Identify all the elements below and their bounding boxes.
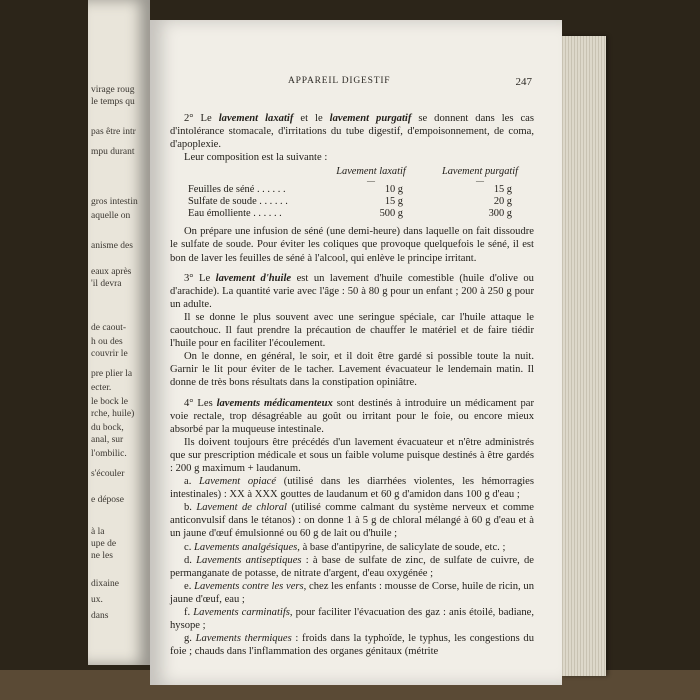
left-page-fragment: h ou des <box>91 337 123 347</box>
left-page-fragment: 'il devra <box>91 279 122 289</box>
left-page-fragment: l'ombilic. <box>91 449 127 459</box>
left-page-fragment: anal, sur <box>91 435 124 445</box>
left-facing-page <box>88 0 150 665</box>
term-lavement-huile: lavement d'huile <box>215 272 292 284</box>
left-page-fragment: pas être intr <box>91 127 136 137</box>
paragraph-seringue: Il se donne le plus souvent avec une seringue spéciale, car l'huile attaque le caoutchouc. Il faut prendre la précaution de chauffer le matériel et de faire tiédir l'huile pour en faciliter l'écoulement. <box>170 311 534 350</box>
left-page-fragment: ux. <box>91 595 103 605</box>
left-page-fragment: s'écouler <box>91 469 125 479</box>
running-head: APPAREIL DIGESTIF <box>288 76 391 86</box>
col-header-purgatif: Lavement purgatif <box>441 166 519 178</box>
left-page-fragment: eaux après <box>91 267 132 277</box>
paragraph-preparation: On prépare une infusion de séné (une demi-heure) dans laquelle on fait dissoudre le sulfate de soude. Pour éviter les coliques que provoque quelquefois le séné, il est bon de laver les feuilles de séné à l'alcool, qui enlève le principe irritant. <box>170 226 534 264</box>
paragraph-composition: Leur composition est la suivante : <box>184 152 328 164</box>
list-item: e. Lavements contre les vers, chez les enfants : mousse de Corse, huile de ricin, un jaune d'œuf, eau ; <box>170 580 535 605</box>
list-item: a. Lavement opiacé (utilisé dans les diarrhées violentes, les hémorragies intestinales) : XX à XXX gouttes de laudanum et 60 g d'amidon dans 100 g d'eau ; <box>170 476 535 501</box>
term-lavement-purgatif: lavement purgatif <box>329 113 412 124</box>
left-page-fragment: virage roug <box>91 85 135 95</box>
left-page-fragment: ne les <box>91 551 113 561</box>
left-page-fragment: ecter. <box>91 383 112 393</box>
paragraph-huile: 3° Le lavement d'huile est un lavement d'huile comestible (huile d'olive ou d'arachide). La quantité varie avec l'âge : 50 à 80 g pour un enfant ; 200 à 250 g pour un adulte. <box>170 272 534 310</box>
left-page-fragment: upe de <box>91 539 117 549</box>
term-lavement-laxatif: lavement laxatif <box>218 113 294 124</box>
table-row: Eau émolliente . . . . . . 500 g 300 g <box>188 208 512 220</box>
page-number: 247 <box>515 76 532 88</box>
left-page-fragment: gros intestin <box>91 197 138 207</box>
col-header-laxatif: Lavement laxatif <box>336 166 406 178</box>
left-page-fragment: du bock, <box>91 423 124 433</box>
table-dash-row: — — <box>367 176 484 186</box>
left-page-fragment: le temps qu <box>91 97 135 107</box>
list-item: d. Lavements antiseptiques : à base de sulfate de zinc, de sulfate de cuivre, de permanganate de potasse, de nitrate d'argent, d'eau oxygénée ; <box>170 554 534 579</box>
list-item: f. Lavements carminatifs, pour faciliter l'évacuation des gaz : anis étoilé, badiane, hysope ; <box>170 607 535 632</box>
left-page-fragment: mpu durant <box>91 147 135 157</box>
left-page-fragment: à la <box>91 527 105 537</box>
left-page-fragment: couvrir le <box>91 349 128 359</box>
left-page-fragment: de caout- <box>91 323 127 333</box>
paragraph-precedes: Ils doivent toujours être précédés d'un lavement évacuateur et n'être administrés que sur prescription médicale et sous un faible volume puisque destinés à être gardés : 200 g maximum + laudanum. <box>170 436 534 474</box>
left-page-fragment: aquelle on <box>91 211 131 221</box>
right-page <box>150 20 562 685</box>
term-lavements-medicamenteux: lavements médicamenteux <box>216 397 333 409</box>
left-page-fragment: anisme des <box>91 241 133 251</box>
list-item: g. Lavements thermiques : froids dans la typhoïde, le typhus, les congestions du foie ; chauds dans l'inflammation des organes génitaux (métrite <box>170 633 534 658</box>
paragraph-medicamenteux: 4° Les lavements médicamenteux sont destinés à introduire un médicament par voie rectale, trop désagréable au goût ou irritant pour le foie, ou encore mieux absorbé par la muqueuse intestinale. <box>170 397 534 435</box>
table-row: Feuilles de séné . . . . . . 10 g 15 g <box>188 184 512 196</box>
composition-table <box>170 166 534 220</box>
list-item: c. Lavements analgésiques, à base d'antipyrine, de salicylate de soude, etc. ; <box>184 541 506 553</box>
left-page-fragment: dans <box>91 611 109 621</box>
paragraph-soir: On le donne, en général, le soir, et il doit être gardé si possible toute la nuit. Garnir le lit pour éviter de le tacher. Lavement évacuateur le lendemain matin. Il donne de très bons résultats dans la constipation opiniâtre. <box>170 351 534 389</box>
left-page-fragment: pre plier la <box>91 369 133 379</box>
left-page-fragment: rche, huile) <box>91 409 135 419</box>
left-page-fragment: e dépose <box>91 495 124 505</box>
table-row: Sulfate de soude . . . . . . 15 g 20 g <box>188 196 512 208</box>
page-body <box>170 112 534 658</box>
page-block-edges <box>560 36 606 676</box>
left-page-fragment: le bock le <box>91 397 128 407</box>
paragraph-laxatif: 2° Le lavement laxatif et le lavement purgatif se donnent dans les cas d'intolérance stomacale, d'irritations du tube digestif, d'empoisonnement, de coma, d'apoplexie. <box>170 113 534 151</box>
list-item: b. Lavement de chloral (utilisé comme calmant du système nerveux et comme anticonvulsif dans le tétanos) : on donne 1 à 5 g de chloral mélangé à 60 g d'eau et à un jaune d'œuf émulsionné ou 60 g de lait ou d'huile ; <box>170 502 535 540</box>
left-page-fragment: dixaine <box>91 579 119 589</box>
page-header <box>150 76 562 90</box>
